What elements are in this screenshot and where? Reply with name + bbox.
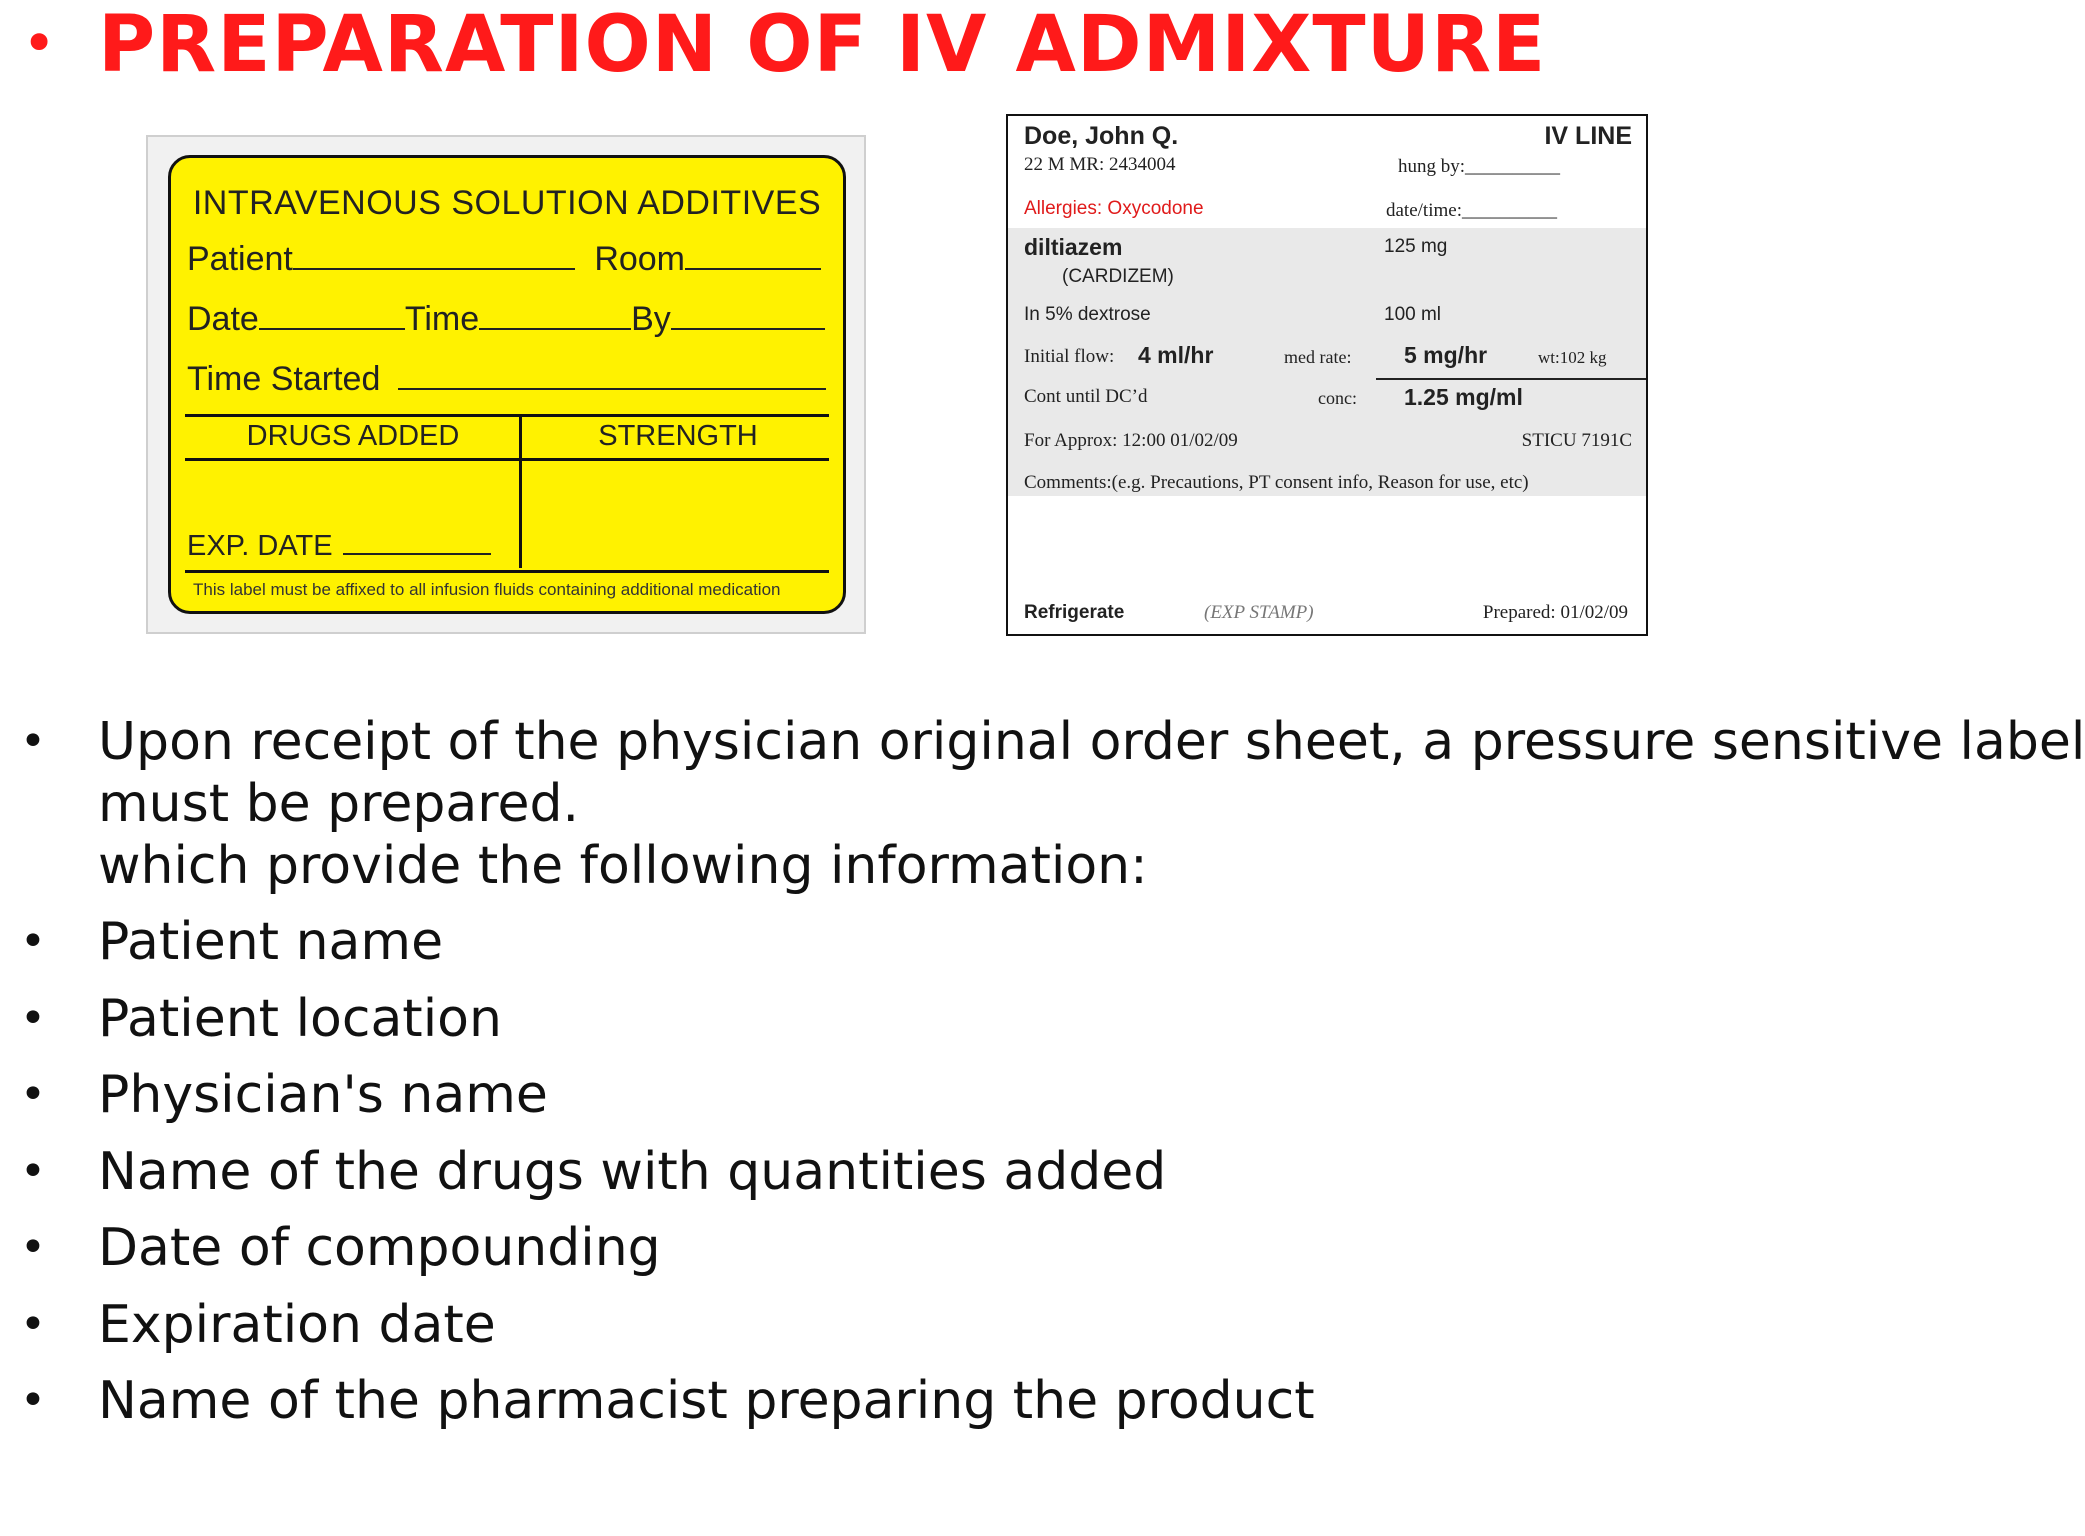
iv-comments: Comments:(e.g. Precautions, PT consent info, Reason for use, etc) [1024,472,1529,493]
strength-header: STRENGTH [598,420,758,452]
bullet-intro-text-3: which provide the following information: [98,836,1148,896]
iv-refrigerate: Refrigerate [1024,602,1125,623]
additive-label-heading: INTRAVENOUS SOLUTION ADDITIVES [192,184,822,222]
iv-cont-until: Cont until DC’d [1024,386,1148,407]
iv-med-rate-value: 5 mg/hr [1404,342,1488,368]
iv-conc-value: 1.25 mg/ml [1404,384,1523,410]
bullet-marker: • [20,1299,46,1350]
room-blank [685,240,821,270]
additive-label-image [146,135,866,634]
list-item-text: Patient name [98,912,444,972]
iv-allergies: Allergies: Oxycodone [1024,198,1204,219]
iv-initial-flow-label: Initial flow: [1024,346,1115,367]
iv-drug-name: diltiazem [1024,234,1123,260]
iv-approx: For Approx: 12:00 01/02/09 [1024,430,1238,451]
table-top-rule [185,414,829,417]
iv-patient-name: Doe, John Q. [1024,122,1179,150]
time-started-blank [398,360,826,390]
list-item-text: Patient location [98,989,502,1049]
iv-label-title: IV LINE [1544,122,1632,150]
iv-demographics: 22 M MR: 2434004 [1024,154,1176,175]
footer-rule [185,570,829,573]
iv-date-time: date/time:__________ [1386,200,1557,221]
iv-med-rate-label: med rate: [1284,347,1352,367]
exp-date-label: EXP. DATE [187,530,333,562]
bullet-intro-text-1: Upon receipt of the physician original order sheet, a pressure sensitive label [98,712,2085,772]
table-column-divider [519,414,522,568]
iv-initial-flow-value: 4 ml/hr [1138,342,1214,368]
iv-weight: wt:102 kg [1538,348,1607,367]
bullet-marker: • [20,716,46,767]
iv-unit: STICU 7191C [1521,430,1632,451]
bullet-marker: • [20,993,46,1044]
iv-diluent-volume: 100 ml [1384,304,1442,325]
title-bullet: • [22,9,57,77]
iv-line-label [1006,114,1648,636]
list-item-text: Expiration date [98,1295,496,1355]
iv-conc-rule [1376,378,1646,380]
time-started-row [187,360,826,399]
table-header-rule [185,458,829,461]
additive-label-footer: This label must be affixed to all infusion fluids containing additional medication [193,580,781,599]
iv-hung-by: hung by:__________ [1398,156,1561,177]
date-time-by-row [187,300,825,339]
bullet-marker: • [20,916,46,967]
room-field-label: Room [594,240,686,278]
iv-drug-dose: 125 mg [1384,236,1448,257]
drugs-added-header: DRUGS ADDED [246,420,460,452]
list-item-text: Date of compounding [98,1218,661,1278]
time-started-label: Time Started [187,360,381,398]
bullet-marker: • [20,1069,46,1120]
patient-room-row [187,240,821,279]
list-item-text: Name of the drugs with quantities added [98,1142,1167,1202]
slide-title: PREPARATION OF IV ADMIXTURE [98,0,1547,90]
list-item-text: Name of the pharmacist preparing the product [98,1371,1315,1431]
slide-title-row [0,0,1547,90]
date-blank [259,300,405,330]
iv-conc-label: conc: [1318,388,1357,408]
bullet-marker: • [20,1375,46,1426]
additive-label [168,155,846,614]
patient-blank [293,240,575,270]
time-field-label: Time [404,300,480,338]
date-field-label: Date [187,300,259,338]
iv-drug-brand: (CARDIZEM) [1062,266,1174,287]
bullet-marker: • [20,1222,46,1273]
iv-prepared: Prepared: 01/02/09 [1482,602,1628,623]
list-item-text: Physician's name [98,1065,548,1125]
exp-date-blank [343,531,491,555]
patient-field-label: Patient [187,240,293,278]
exp-date-row [187,530,491,563]
bullet-intro-text-2: must be prepared. [98,774,580,834]
bullet-marker: • [20,1146,46,1197]
time-blank [479,300,631,330]
iv-exp-stamp: (EXP STAMP) [1204,602,1314,623]
by-field-label: By [631,300,671,338]
by-blank [671,300,825,330]
iv-diluent: In 5% dextrose [1024,304,1151,325]
